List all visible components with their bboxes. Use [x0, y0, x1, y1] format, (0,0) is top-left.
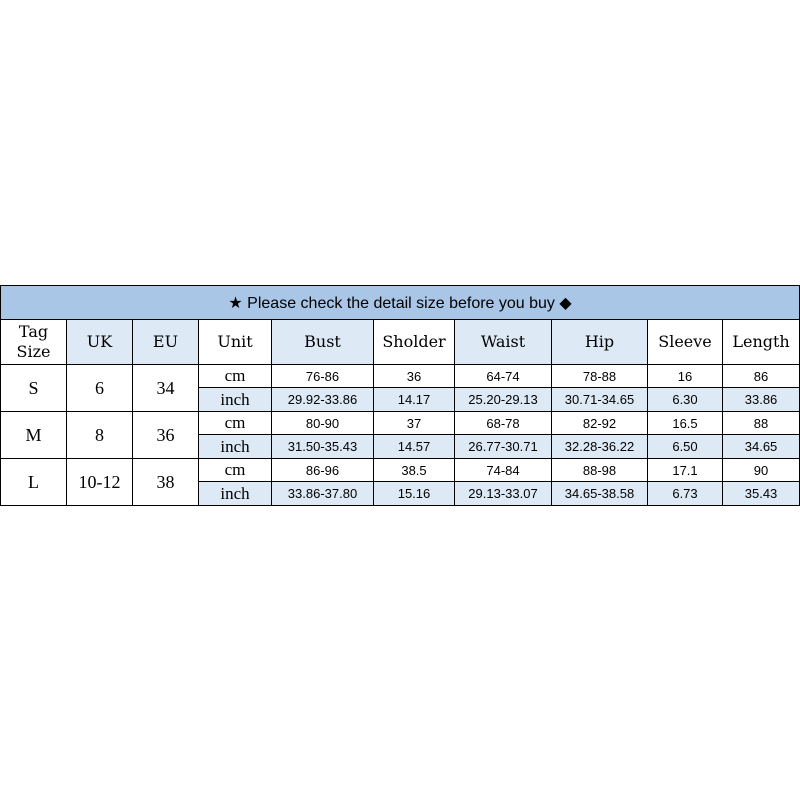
- length-cell: 86: [723, 365, 800, 388]
- unit-cell: inch: [199, 435, 272, 459]
- waist-cell: 68-78: [455, 412, 552, 435]
- sleeve-cell: 16.5: [648, 412, 723, 435]
- shoulder-cell: 14.57: [374, 435, 455, 459]
- shoulder-cell: 15.16: [374, 482, 455, 506]
- waist-cell: 25.20-29.13: [455, 388, 552, 412]
- uk-size-cell: 8: [67, 412, 133, 459]
- bust-cell: 86-96: [272, 459, 374, 482]
- length-cell: 33.86: [723, 388, 800, 412]
- banner-row: [1, 286, 800, 320]
- header-hip: Hip: [552, 320, 648, 365]
- size-m-cm-row: [1, 412, 800, 435]
- size-s-cm-row: [1, 365, 800, 388]
- header-bust: Bust: [272, 320, 374, 365]
- bust-cell: 29.92-33.86: [272, 388, 374, 412]
- tag-size-cell: M: [1, 412, 67, 459]
- hip-cell: 30.71-34.65: [552, 388, 648, 412]
- unit-cell: cm: [199, 365, 272, 388]
- hip-cell: 82-92: [552, 412, 648, 435]
- bust-cell: 33.86-37.80: [272, 482, 374, 506]
- size-chart-table: [0, 285, 800, 506]
- length-cell: 35.43: [723, 482, 800, 506]
- eu-size-cell: 38: [133, 459, 199, 506]
- size-l-cm-row: [1, 459, 800, 482]
- length-cell: 34.65: [723, 435, 800, 459]
- header-waist: Waist: [455, 320, 552, 365]
- length-cell: 90: [723, 459, 800, 482]
- bust-cell: 76-86: [272, 365, 374, 388]
- unit-cell: inch: [199, 482, 272, 506]
- shoulder-cell: 14.17: [374, 388, 455, 412]
- sleeve-cell: 17.1: [648, 459, 723, 482]
- bust-cell: 80-90: [272, 412, 374, 435]
- header-length: Length: [723, 320, 800, 365]
- header-tag-size-line1: Tag: [18, 322, 49, 341]
- waist-cell: 26.77-30.71: [455, 435, 552, 459]
- waist-cell: 74-84: [455, 459, 552, 482]
- shoulder-cell: 38.5: [374, 459, 455, 482]
- unit-cell: cm: [199, 412, 272, 435]
- waist-cell: 29.13-33.07: [455, 482, 552, 506]
- header-row: [1, 320, 800, 365]
- eu-size-cell: 34: [133, 365, 199, 412]
- sleeve-cell: 6.73: [648, 482, 723, 506]
- shoulder-cell: 36: [374, 365, 455, 388]
- size-notice-banner: ★ Please check the detail size before you buy ◆: [1, 286, 800, 320]
- hip-cell: 78-88: [552, 365, 648, 388]
- shoulder-cell: 37: [374, 412, 455, 435]
- eu-size-cell: 36: [133, 412, 199, 459]
- sleeve-cell: 16: [648, 365, 723, 388]
- waist-cell: 64-74: [455, 365, 552, 388]
- header-uk: UK: [67, 320, 133, 365]
- header-eu: EU: [133, 320, 199, 365]
- header-tag-size-line2: Size: [16, 342, 51, 361]
- hip-cell: 88-98: [552, 459, 648, 482]
- tag-size-cell: S: [1, 365, 67, 412]
- bust-cell: 31.50-35.43: [272, 435, 374, 459]
- uk-size-cell: 6: [67, 365, 133, 412]
- length-cell: 88: [723, 412, 800, 435]
- unit-cell: cm: [199, 459, 272, 482]
- sleeve-cell: 6.30: [648, 388, 723, 412]
- sleeve-cell: 6.50: [648, 435, 723, 459]
- header-unit: Unit: [199, 320, 272, 365]
- header-tag-size: [1, 320, 67, 365]
- uk-size-cell: 10-12: [67, 459, 133, 506]
- unit-cell: inch: [199, 388, 272, 412]
- tag-size-cell: L: [1, 459, 67, 506]
- header-sleeve: Sleeve: [648, 320, 723, 365]
- hip-cell: 34.65-38.58: [552, 482, 648, 506]
- hip-cell: 32.28-36.22: [552, 435, 648, 459]
- header-shoulder: Sholder: [374, 320, 455, 365]
